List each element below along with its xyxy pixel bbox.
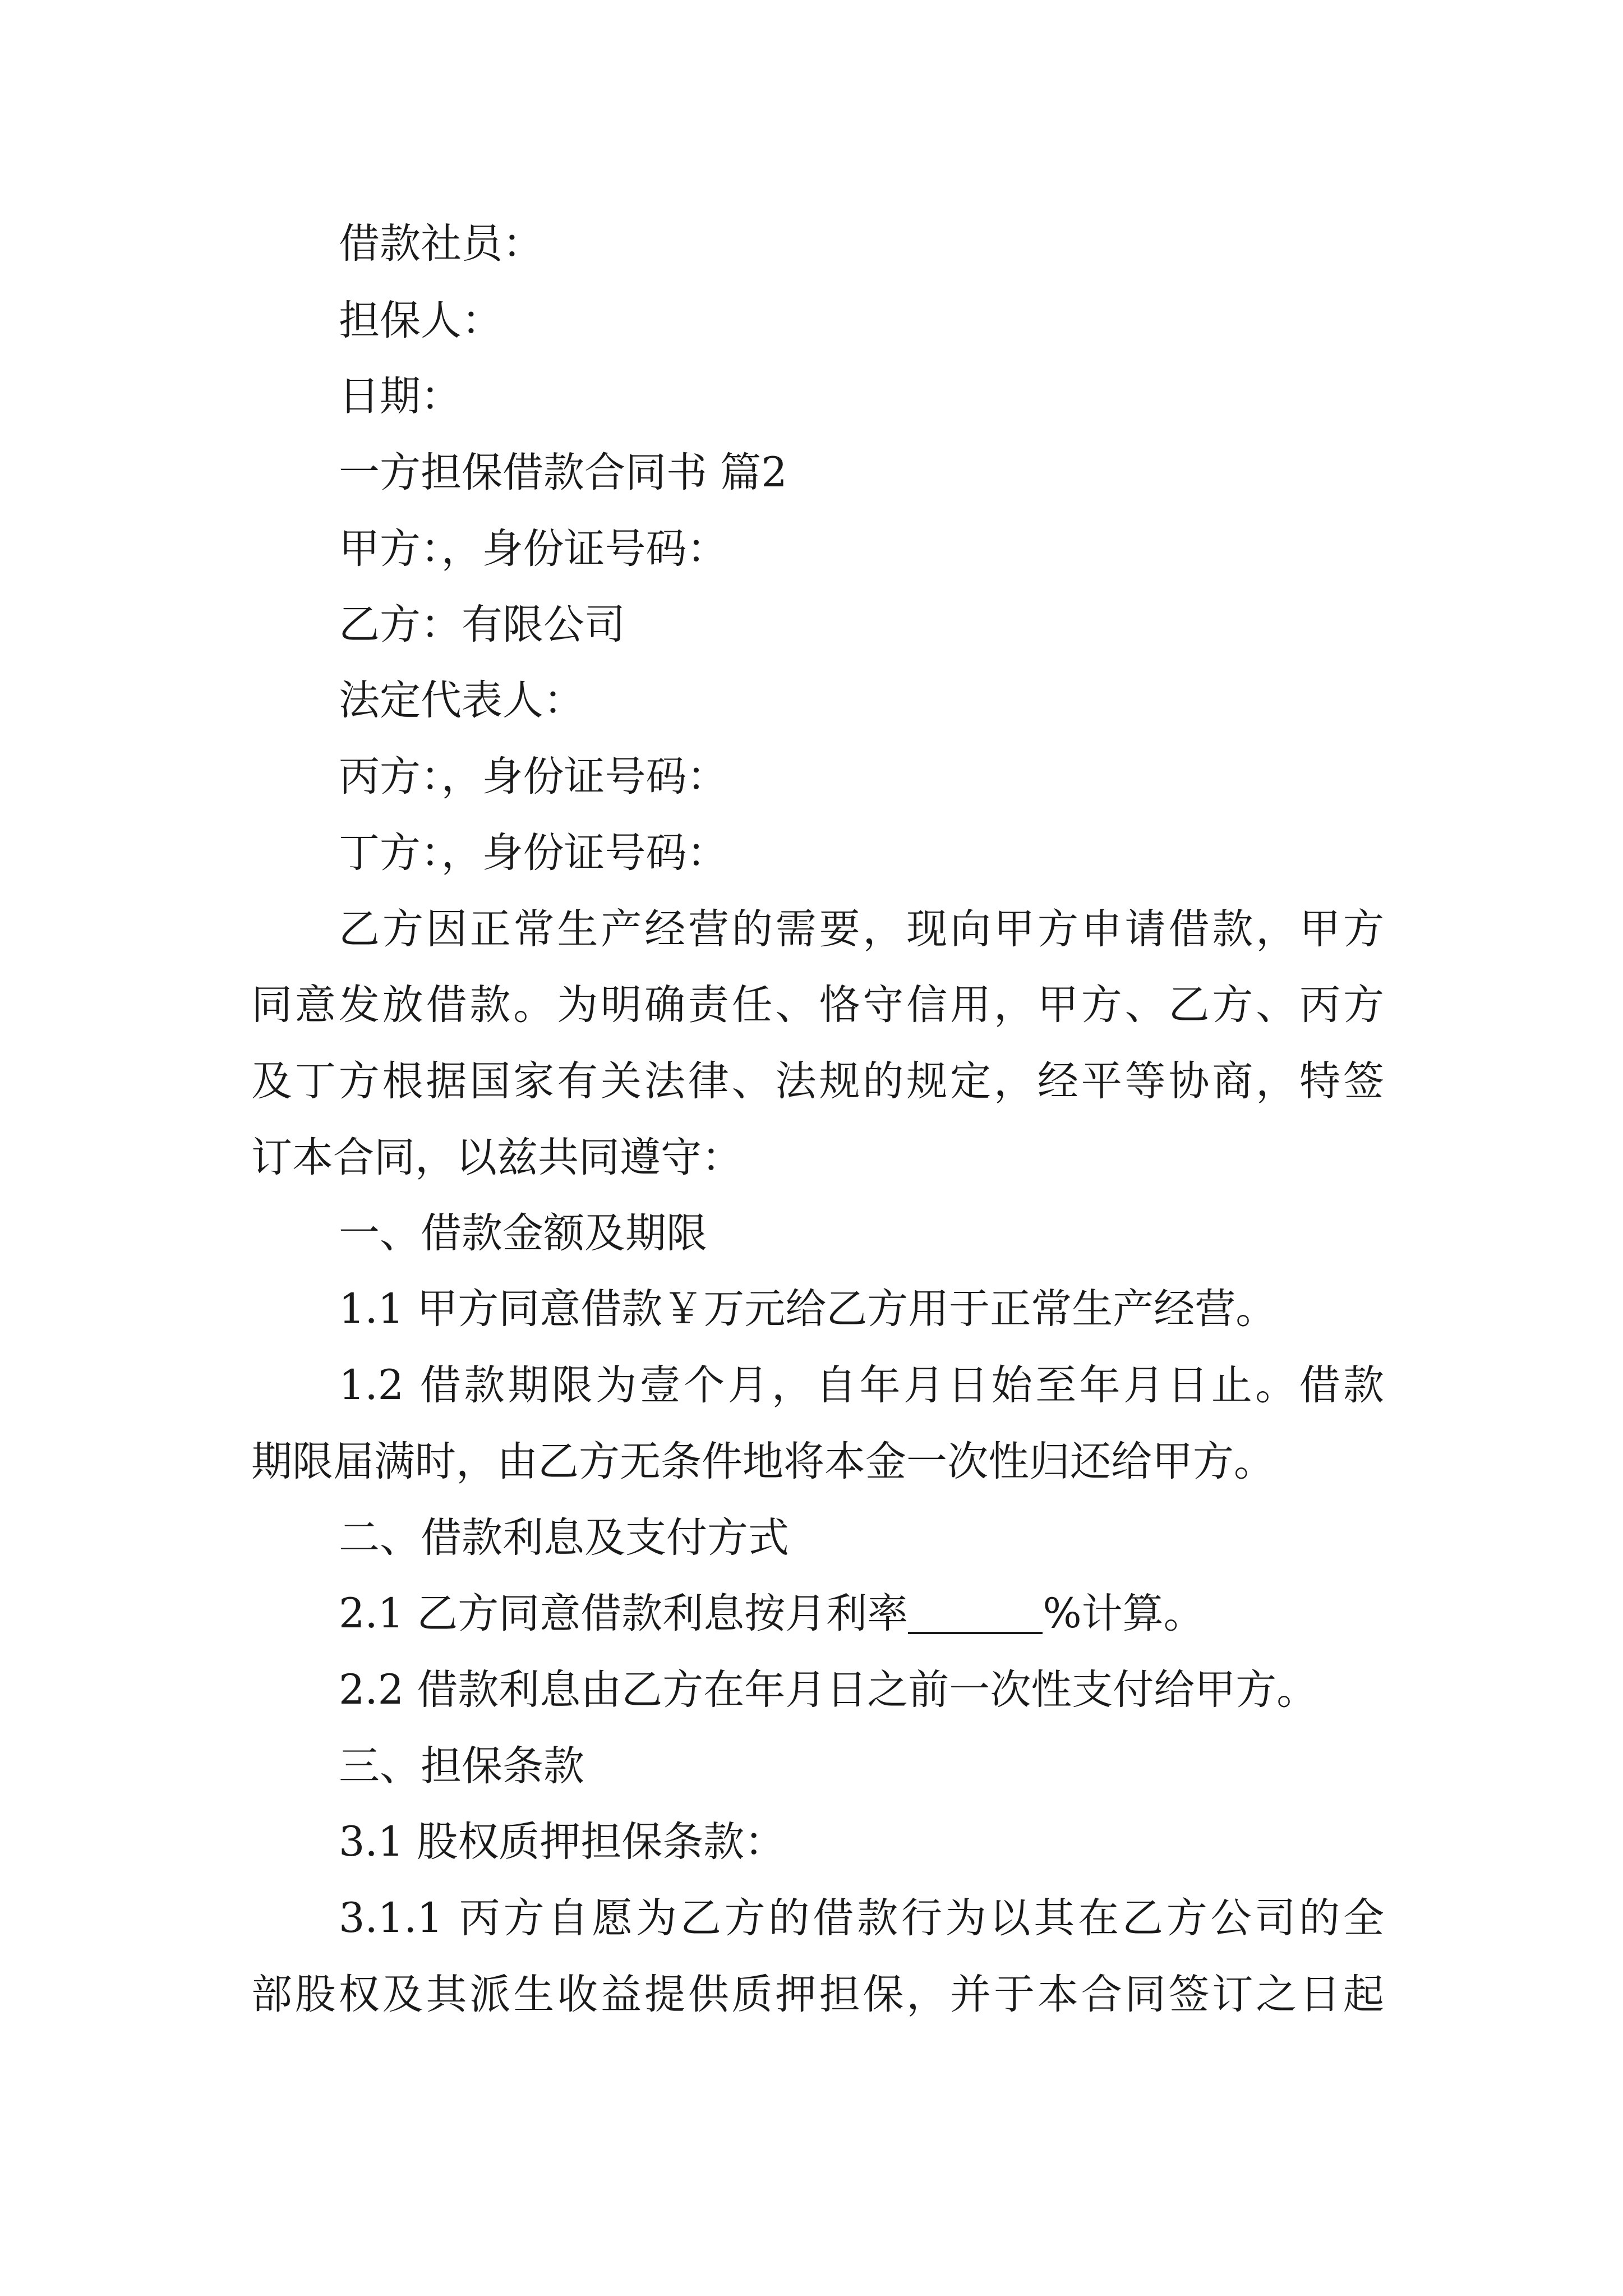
party-b-line: 乙方：有限公司	[339, 601, 625, 648]
preamble-line-1: 乙方因正常生产经营的需要，现向甲方申请借款，甲方	[339, 905, 1384, 953]
section-1-heading: 一、借款金额及期限	[339, 1209, 707, 1257]
section-3-heading: 三、担保条款	[339, 1742, 584, 1790]
legal-representative-line: 法定代表人：	[339, 677, 584, 724]
preamble-line-2: 同意发放借款。为明确责任、恪守信用，甲方、乙方、丙方	[251, 981, 1384, 1029]
party-a-line: 甲方：，身份证号码：	[339, 525, 728, 573]
clause-2-1-text: 2.1 乙方同意借款利息按月利率	[339, 1590, 909, 1637]
party-c-line: 丙方：，身份证号码：	[339, 753, 728, 800]
preamble-line-3: 及丁方根据国家有关法律、法规的规定，经平等协商，特签	[251, 1057, 1384, 1105]
clause-3-1-1-line-2: 部股权及其派生收益提供质押担保，并于本合同签订之日起	[251, 1971, 1384, 2018]
interest-rate-blank	[908, 1598, 1043, 1634]
section-2-heading: 二、借款利息及支付方式	[339, 1514, 789, 1562]
clause-2-1-suffix: %计算。	[1043, 1590, 1205, 1637]
clause-3-1-1-line-1: 3.1.1 丙方自愿为乙方的借款行为以其在乙方公司的全	[339, 1894, 1384, 1942]
clause-1-1: 1.1 甲方同意借款￥万元给乙方用于正常生产经营。	[339, 1285, 1277, 1333]
party-d-line: 丁方：，身份证号码：	[339, 829, 728, 877]
contract-title: 一方担保借款合同书 篇2	[339, 449, 787, 496]
clause-1-2-line-2: 期限届满时，由乙方无条件地将本金一次性归还给甲方。	[251, 1438, 1275, 1485]
clause-3-1: 3.1 股权质押担保条款：	[339, 1818, 786, 1866]
borrower-member-line: 借款社员：	[339, 220, 543, 268]
date-line: 日期：	[339, 372, 462, 420]
guarantor-line: 担保人：	[339, 297, 502, 344]
clause-2-2: 2.2 借款利息由乙方在年月日之前一次性支付给甲方。	[339, 1666, 1318, 1714]
clause-1-2-line-1: 1.2 借款期限为壹个月，自年月日始至年月日止。借款	[339, 1361, 1384, 1409]
clause-2-1	[339, 1590, 1205, 1637]
preamble-line-4: 订本合同，以兹共同遵守：	[251, 1134, 743, 1181]
